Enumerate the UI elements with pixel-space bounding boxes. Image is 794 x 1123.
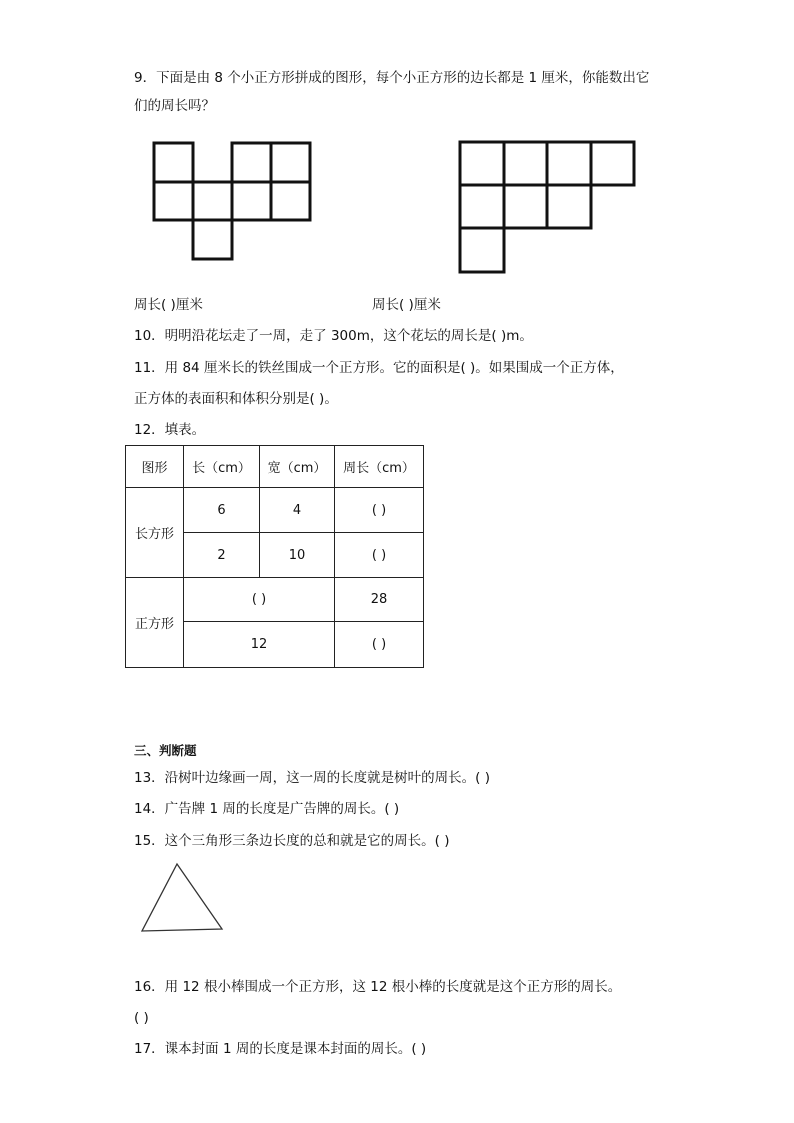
header-length: 长（cm） xyxy=(184,446,260,488)
unit-square xyxy=(232,143,271,182)
q16-line2: ( ) xyxy=(134,1010,149,1026)
unit-square xyxy=(591,142,634,185)
rect1-width: 4 xyxy=(260,488,335,533)
header-shape: 图形 xyxy=(126,446,184,488)
unit-square xyxy=(232,182,271,220)
unit-square xyxy=(460,185,504,228)
q10-text: 10．明明沿花坛走了一周，走了 300m，这个花坛的周长是( )m。 xyxy=(134,328,533,344)
q15-text: 15．这个三角形三条边长度的总和就是它的周长。( ) xyxy=(134,833,450,849)
q16-line1: 16．用 12 根小棒围成一个正方形，这 12 根小棒的长度就是这个正方形的周长。 xyxy=(134,979,622,995)
q11-line2: 正方体的表面积和体积分别是( )。 xyxy=(134,391,338,407)
q13-text: 13．沿树叶边缘画一周，这一周的长度就是树叶的周长。( ) xyxy=(134,770,491,786)
q9-answer-right: 周长( )厘米 xyxy=(372,297,441,313)
q9-line1: 9．下面是由 8 个小正方形拼成的图形，每个小正方形的边长都是 1 厘米，你能数出它 xyxy=(134,70,650,86)
table-row xyxy=(126,578,424,622)
q17-text: 17．课本封面 1 周的长度是课本封面的周长。( ) xyxy=(134,1041,427,1057)
square2-side: 12 xyxy=(184,622,335,668)
header-perimeter: 周长（cm） xyxy=(335,446,424,488)
rect1-perimeter-blank: ( ) xyxy=(335,488,424,533)
rect2-width: 10 xyxy=(260,533,335,578)
unit-square xyxy=(193,182,232,220)
table-header-row xyxy=(126,446,424,488)
header-width: 宽（cm） xyxy=(260,446,335,488)
unit-square xyxy=(504,185,547,228)
q9-answer-left: 周长( )厘米 xyxy=(134,297,203,313)
unit-square xyxy=(271,182,310,220)
square1-perimeter: 28 xyxy=(335,578,424,622)
q11-line1: 11．用 84 厘米长的铁丝围成一个正方形。它的面积是( )。如果围成一个正方体， xyxy=(134,360,624,376)
q12-title: 12．填表。 xyxy=(134,422,206,438)
rect-label: 长方形 xyxy=(126,488,184,578)
section-heading: 三、判断题 xyxy=(134,743,197,758)
rect1-length: 6 xyxy=(184,488,260,533)
triangle-figure xyxy=(138,860,228,935)
shape-left-figure xyxy=(148,137,318,267)
q9-line2: 们的周长吗？ xyxy=(134,98,215,114)
square-label: 正方形 xyxy=(126,578,184,668)
unit-square xyxy=(271,143,310,182)
rect2-length: 2 xyxy=(184,533,260,578)
unit-square xyxy=(547,185,591,228)
triangle-shape xyxy=(142,864,222,931)
unit-square xyxy=(154,143,193,182)
table-row xyxy=(126,488,424,533)
unit-square xyxy=(460,228,504,272)
rect2-perimeter-blank: ( ) xyxy=(335,533,424,578)
square1-side-blank: ( ) xyxy=(184,578,335,622)
unit-square xyxy=(504,142,547,185)
unit-square xyxy=(547,142,591,185)
q14-text: 14．广告牌 1 周的长度是广告牌的周长。( ) xyxy=(134,801,400,817)
shape-right-figure xyxy=(455,137,640,279)
unit-square xyxy=(193,220,232,259)
fill-table xyxy=(125,445,424,668)
unit-square xyxy=(460,142,504,185)
square2-perimeter-blank: ( ) xyxy=(335,622,424,668)
unit-square xyxy=(154,182,193,220)
